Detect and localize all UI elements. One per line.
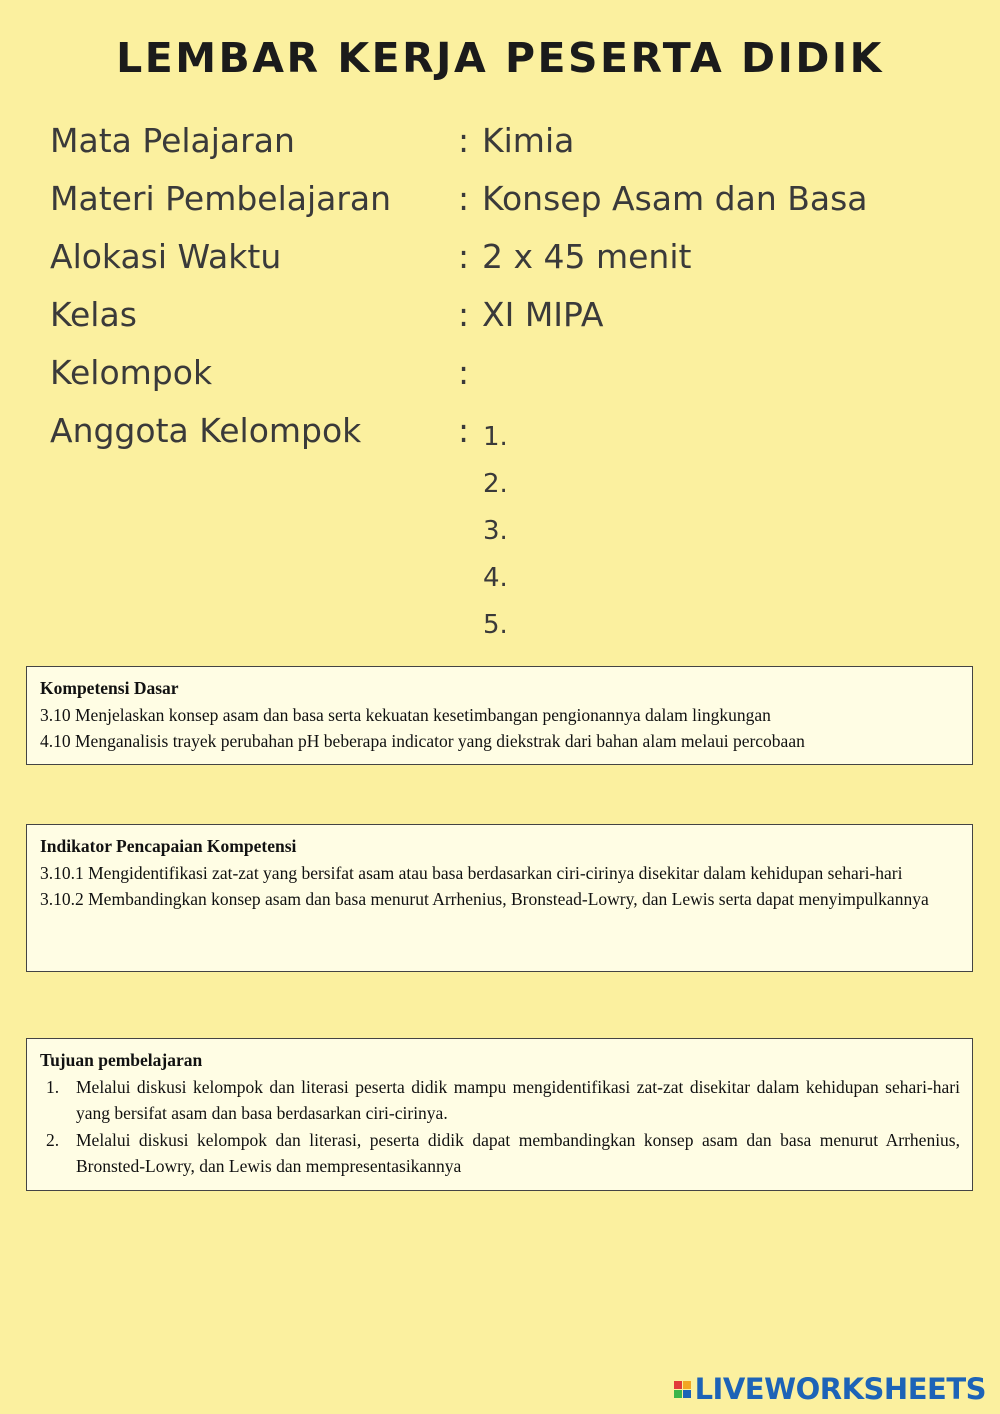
logo-square — [683, 1381, 691, 1389]
goal-text: Melalui diskusi kelompok dan literasi, peserta didik dapat membandingkan konsep asam dan basa menurut Arrhenius, Bronsted-Lowry, dan Lewis dan mempresentasikannya — [76, 1129, 960, 1176]
indikator-box — [26, 824, 973, 972]
liveworksheets-logo[interactable] — [674, 1372, 986, 1406]
info-label: Anggota Kelompok — [50, 411, 362, 450]
info-label: Alokasi Waktu — [50, 237, 282, 276]
info-colon: : — [458, 353, 470, 392]
member-list — [483, 414, 508, 649]
indikator-item: 3.10.1 Mengidentifikasi zat-zat yang bersifat asam atau basa berdasarkan ciri-cirinya disekitar dalam kehidupan sehari-hari — [40, 862, 903, 883]
kompetensi-dasar-box — [26, 666, 973, 765]
member-item: 1. — [483, 422, 508, 452]
info-value: Konsep Asam dan Basa — [482, 179, 868, 218]
logo-text: LIVEWORKSHEETS — [694, 1372, 986, 1406]
goal-item — [40, 1127, 960, 1180]
info-colon: : — [458, 237, 470, 276]
info-value: Kimia — [482, 121, 575, 160]
info-colon: : — [458, 179, 470, 218]
logo-square — [683, 1390, 691, 1398]
goal-item — [40, 1074, 960, 1127]
info-colon: : — [458, 411, 470, 450]
info-value: 2 x 45 menit — [482, 237, 692, 276]
worksheet-title: LEMBAR KERJA PESERTA DIDIK — [116, 34, 884, 82]
box-title: Indikator Pencapaian Kompetensi — [40, 836, 297, 856]
goal-number: 2. — [46, 1129, 60, 1150]
member-item: 3. — [483, 516, 508, 546]
info-label: Kelas — [50, 295, 137, 334]
box-title: Kompetensi Dasar — [40, 678, 179, 698]
goal-number: 1. — [46, 1076, 60, 1097]
logo-grid-icon — [674, 1381, 691, 1398]
member-item: 2. — [483, 469, 508, 499]
goal-text: Melalui diskusi kelompok dan literasi peserta didik mampu mengidentifikasi zat-zat disekitar dalam kehidupan sehari-hari yang bersifat asam dan basa berdasarkan ciri-cirinya. — [76, 1076, 960, 1123]
info-value: XI MIPA — [482, 295, 604, 334]
info-colon: : — [458, 121, 470, 160]
info-label: Mata Pelajaran — [50, 121, 295, 160]
info-colon: : — [458, 295, 470, 334]
info-label: Materi Pembelajaran — [50, 179, 392, 218]
tujuan-box — [26, 1038, 973, 1191]
box-title: Tujuan pembelajaran — [40, 1050, 203, 1070]
member-item: 5. — [483, 610, 508, 640]
logo-square — [674, 1381, 682, 1389]
member-item: 4. — [483, 563, 508, 593]
info-label: Kelompok — [50, 353, 213, 392]
logo-square — [674, 1390, 682, 1398]
kompetensi-item: 4.10 Menganalisis trayek perubahan pH beberapa indicator yang diekstrak dari bahan alam melaui percobaan — [40, 731, 805, 751]
indikator-item: 3.10.2 Membandingkan konsep asam dan basa menurut Arrhenius, Bronstead-Lowry, dan Lewis serta dapat menyimpulkannya — [40, 889, 929, 909]
kompetensi-item: 3.10 Menjelaskan konsep asam dan basa serta kekuatan kesetimbangan pengionannya dalam lingkungan — [40, 704, 771, 725]
